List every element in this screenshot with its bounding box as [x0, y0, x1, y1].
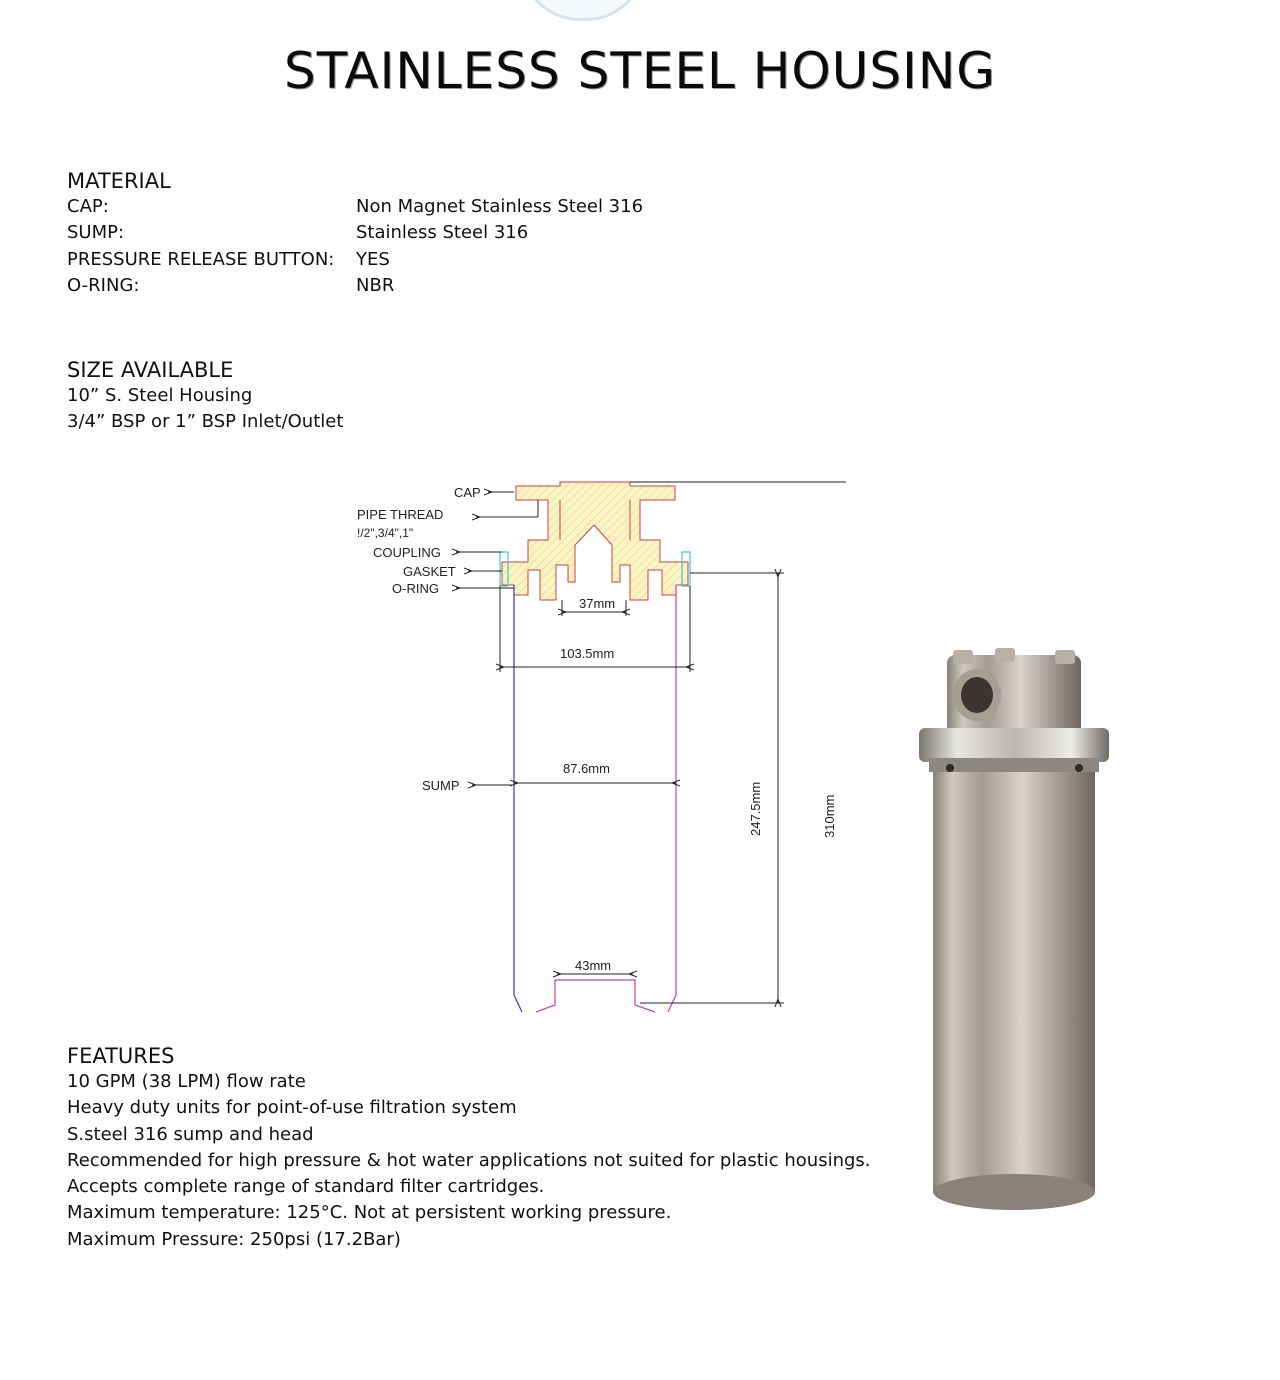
size-line: 10” S. Steel Housing: [67, 385, 253, 406]
inlet-port-icon: [961, 677, 993, 713]
material-key: CAP:: [67, 196, 109, 217]
housing-cross-section-diagram: [340, 470, 860, 1020]
sump-right-wall: [668, 585, 676, 1012]
page-title: STAINLESS STEEL HOUSING: [284, 42, 996, 100]
dim-247-5mm: 247.5mm: [748, 781, 763, 836]
material-row: [67, 194, 643, 220]
label-coupling: COUPLING: [373, 545, 441, 560]
size-line: 3/4” BSP or 1” BSP Inlet/Outlet: [67, 411, 344, 433]
dim-43mm: 43mm: [575, 958, 612, 973]
cap-shape: [502, 482, 688, 600]
feature-line: Maximum temperature: 125°C. Not at persistent working pressure.: [67, 1202, 672, 1224]
feature-line: 10 GPM (38 LPM) flow rate: [67, 1071, 306, 1092]
material-value: Non Magnet Stainless Steel 316: [356, 196, 644, 217]
dim-103-5mm: 103.5mm: [560, 646, 615, 661]
feature-line: Recommended for high pressure & hot water applications not suited for plastic housings.: [67, 1149, 871, 1171]
material-section: [67, 168, 643, 299]
dim-87-6mm: 87.6mm: [563, 761, 610, 776]
feature-line: Maximum Pressure: 250psi (17.2Bar): [67, 1228, 401, 1250]
label-pipe-thread-sizes: !/2",3/4",1": [357, 526, 414, 540]
material-row: [67, 220, 643, 246]
material-key: O-RING:: [67, 274, 140, 296]
material-value: Stainless Steel 316: [356, 222, 529, 244]
material-key: SUMP:: [67, 222, 125, 244]
label-cap: CAP: [454, 485, 481, 500]
material-value: YES: [356, 248, 390, 270]
size-section: [67, 357, 343, 436]
features-section: [67, 1043, 871, 1253]
feature-line: Heavy duty units for point-of-use filtration system: [67, 1097, 517, 1119]
label-sump: SUMP: [422, 778, 460, 793]
housing-product-photo: [905, 640, 1145, 1220]
feature-line: Accepts complete range of standard filter cartridges.: [67, 1176, 545, 1198]
logo-arc: [520, 0, 646, 21]
material-row: [67, 273, 643, 299]
size-heading: SIZE AVAILABLE: [67, 358, 234, 382]
material-key: PRESSURE RELEASE BUTTON:: [67, 248, 335, 270]
sump-left-wall: [514, 585, 522, 1012]
dim-37mm: 37mm: [579, 596, 616, 611]
feature-line: S.steel 316 sump and head: [67, 1123, 314, 1145]
label-pipe-thread: PIPE THREAD: [357, 507, 444, 522]
material-row: [67, 247, 643, 273]
dim-310mm: 310mm: [822, 794, 837, 838]
material-value: NBR: [356, 274, 395, 296]
material-heading: MATERIAL: [67, 169, 171, 193]
label-o-ring: O-RING: [392, 581, 439, 596]
label-gasket: GASKET: [403, 564, 456, 579]
features-heading: FEATURES: [67, 1044, 175, 1068]
